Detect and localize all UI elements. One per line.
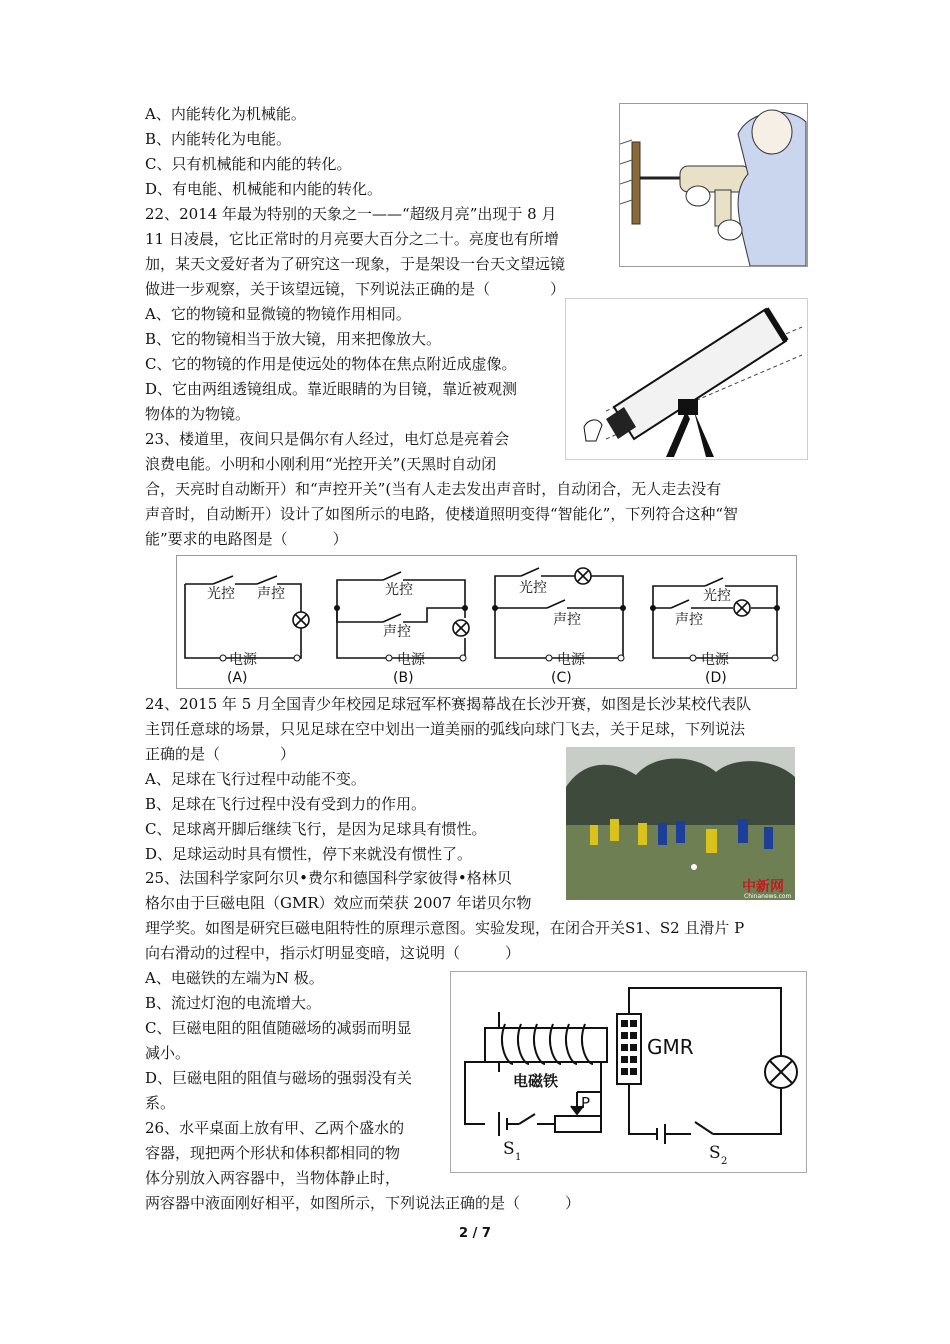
q25-option-d-cont: 系。 <box>145 1094 176 1112</box>
circuit-d-caption: (D) <box>705 670 727 686</box>
gmr-circuit-figure <box>450 971 807 1173</box>
q25-option-d: D、巨磁电阻的阻值与磁场的强弱没有关 <box>145 1069 413 1087</box>
q26-stem-line: 26、水平桌面上放有甲、乙两个盛水的 <box>145 1119 405 1137</box>
q23-stem-line: 23、楼道里，夜间只是偶尔有人经过，电灯总是亮着会 <box>145 430 510 448</box>
circuit-a-light-label: 光控 <box>207 586 235 602</box>
q22-stem-line: 22、2014 年最为特别的天象之一——“超级月亮”出现于 8 月 <box>145 205 557 223</box>
q23-stem-line: 声音时，自动断开）设计了如图所示的电路，使楼道照明变得“智能化”，下列符合这种“智 <box>145 505 739 523</box>
page-number: 2 / 7 <box>459 1226 491 1241</box>
photo-watermark: 中新网 <box>742 879 784 895</box>
q22-option-d: D、它由两组透镜组成。靠近眼睛的为目镜，靠近被观测 <box>145 380 518 398</box>
q26-stem-line: 体分别放入两容器中，当物体静止时， <box>145 1169 401 1187</box>
q26-stem-line: 两容器中液面刚好相平，如图所示，下列说法正确的是（ ） <box>145 1194 581 1212</box>
circuit-d-power-label: 电源 <box>701 652 729 668</box>
q24-option-c: C、足球离开脚后继续飞行，是因为足球具有惯性。 <box>145 820 487 838</box>
circuit-a-sound-label: 声控 <box>257 586 285 602</box>
q25-option-c: C、巨磁电阻的阻值随磁场的减弱而明显 <box>145 1019 412 1037</box>
q26-stem-line: 容器，现把两个形状和体积都相同的物 <box>145 1144 401 1162</box>
slider-p-label: P <box>581 1094 591 1112</box>
q22-option-b: B、它的物镜相当于放大镜，用来把像放大。 <box>145 330 442 348</box>
circuit-b-power-label: 电源 <box>397 652 425 668</box>
circuit-c-light-label: 光控 <box>519 580 547 596</box>
q24-option-d: D、足球运动时具有惯性，停下来就没有惯性了。 <box>145 845 473 863</box>
q21-option-b: B、内能转化为电能。 <box>145 130 292 148</box>
q24-stem-line: 正确的是（ ） <box>145 745 296 763</box>
circuit-b-sound-label: 声控 <box>383 624 411 640</box>
gmr-label: GMR <box>647 1035 694 1059</box>
q25-option-b: B、流过灯泡的电流增大。 <box>145 994 322 1012</box>
q22-option-a: A、它的物镜和显微镜的物镜作用相同。 <box>145 305 411 323</box>
electromagnet-label: 电磁铁 <box>513 1072 559 1090</box>
q23-stem-line: 浪费电能。小明和小刚利用“光控开关”(天黑时自动闭 <box>145 455 497 473</box>
q25-option-c-cont: 减小。 <box>145 1044 191 1062</box>
circuit-c-sound-label: 声控 <box>553 612 581 628</box>
switch-s2-subscript: 2 <box>721 1156 728 1167</box>
drill-illustration <box>619 103 808 267</box>
circuit-a-power-label: 电源 <box>229 652 257 668</box>
q22-stem-line: 做进一步观察，关于该望远镜，下列说法正确的是（ ） <box>145 280 566 298</box>
circuit-b-caption: (B) <box>393 670 414 686</box>
circuit-a-caption: (A) <box>227 670 248 686</box>
q22-option-c: C、它的物镜的作用是使远处的物体在焦点附近成虚像。 <box>145 355 517 373</box>
q25-stem-line: 25、法国科学家阿尔贝•费尔和德国科学家彼得•格林贝 <box>145 869 512 887</box>
q25-stem-line: 向右滑动的过程中，指示灯明显变暗，这说明（ ） <box>145 944 521 962</box>
q24-option-b: B、足球在飞行过程中没有受到力的作用。 <box>145 795 427 813</box>
q22-option-d-cont: 物体的为物镜。 <box>145 405 251 423</box>
q23-stem-line: 合，天亮时自动断开）和“声控开关”(当有人走去发出声音时，自动闭合，无人走去没有 <box>145 480 722 498</box>
q21-option-d: D、有电能、机械能和内能的转化。 <box>145 180 383 198</box>
q25-option-a: A、电磁铁的左端为N 极。 <box>145 969 324 987</box>
circuit-d-sound-label: 声控 <box>675 612 703 628</box>
telescope-illustration <box>565 298 808 460</box>
circuit-options-figure <box>176 555 797 689</box>
circuit-d-light-label: 光控 <box>703 588 731 604</box>
circuit-c-caption: (C) <box>551 670 572 686</box>
q22-stem-line: 加，某天文爱好者为了研究这一现象，于是架设一台天文望远镜 <box>145 255 566 273</box>
switch-s1-subscript: 1 <box>515 1152 522 1163</box>
photo-watermark-sub: Chinanews.com <box>744 893 792 900</box>
q25-stem-line: 格尔由于巨磁电阻（GMR）效应而荣获 2007 年诺贝尔物 <box>145 894 532 912</box>
football-photo <box>566 747 795 900</box>
switch-s1-label: S <box>503 1139 515 1159</box>
circuit-c-power-label: 电源 <box>557 652 585 668</box>
q24-stem-line: 24、2015 年 5 月全国青少年校园足球冠军杯赛揭幕战在长沙开赛，如图是长沙某校代表队 <box>145 695 752 713</box>
q21-option-c: C、只有机械能和内能的转化。 <box>145 155 352 173</box>
q22-stem-line: 11 日凌晨，它比正常时的月亮要大百分之二十。亮度也有所增 <box>145 230 559 248</box>
q23-stem-line: 能”要求的电路图是（ ） <box>145 530 348 548</box>
switch-s2-label: S <box>709 1143 721 1163</box>
q25-stem-line: 理学奖。如图是研究巨磁电阻特性的原理示意图。实验发现，在闭合开关S1、S2 且滑片 P <box>145 919 745 937</box>
q24-stem-line: 主罚任意球的场景，只见足球在空中划出一道美丽的弧线向球门飞去，关于足球，下列说法 <box>145 720 746 738</box>
circuit-b-light-label: 光控 <box>385 582 413 598</box>
q24-option-a: A、足球在飞行过程中动能不变。 <box>145 770 366 788</box>
q21-option-a: A、内能转化为机械能。 <box>145 105 306 123</box>
